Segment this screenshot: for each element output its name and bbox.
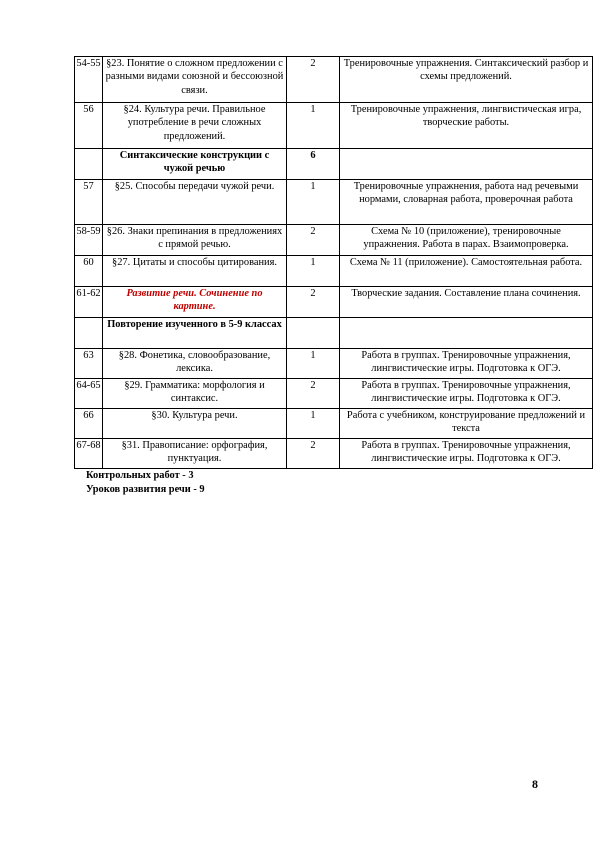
lesson-plan-table xyxy=(74,56,593,469)
activity-cell xyxy=(340,318,593,349)
lesson-number-cell xyxy=(75,149,103,180)
control-works-count: Контрольных работ - 3 xyxy=(86,470,194,481)
table-row xyxy=(75,409,593,439)
lesson-number-cell: 60 xyxy=(75,256,103,287)
hours-cell: 6 xyxy=(287,149,340,180)
activity-cell: Тренировочные упражнения, лингвистическая игра, творческие работы. xyxy=(340,103,593,149)
activity-cell: Тренировочные упражнения. Синтаксический разбор и схемы предложений. xyxy=(340,57,593,103)
table-row xyxy=(75,225,593,256)
section-header-row xyxy=(75,149,593,180)
lesson-topic-cell: §27. Цитаты и способы цитирования. xyxy=(103,256,287,287)
table-row xyxy=(75,256,593,287)
table-row xyxy=(75,287,593,318)
page-number: 8 xyxy=(532,777,538,791)
activity-cell: Работа с учебником, конструирование предложений и текста xyxy=(340,409,593,439)
table-row xyxy=(75,103,593,149)
table-row xyxy=(75,439,593,469)
lesson-number-cell: 56 xyxy=(75,103,103,149)
lesson-topic-cell: §29. Грамматика: морфология и синтаксис. xyxy=(103,379,287,409)
hours-cell: 1 xyxy=(287,409,340,439)
lesson-number-cell: 58-59 xyxy=(75,225,103,256)
table-row xyxy=(75,349,593,379)
activity-cell: Схема № 11 (приложение). Самостоятельная работа. xyxy=(340,256,593,287)
table-row xyxy=(75,57,593,103)
section-header-row xyxy=(75,318,593,349)
hours-cell: 1 xyxy=(287,349,340,379)
hours-cell xyxy=(287,318,340,349)
lesson-topic-cell: §28. Фонетика, словообразование, лексика. xyxy=(103,349,287,379)
activity-cell: Творческие задания. Составление плана сочинения. xyxy=(340,287,593,318)
lesson-topic-cell: §26. Знаки препинания в предложениях с прямой речью. xyxy=(103,225,287,256)
hours-cell: 2 xyxy=(287,287,340,318)
lesson-number-cell xyxy=(75,318,103,349)
lesson-number-cell: 54-55 xyxy=(75,57,103,103)
lesson-topic-cell: §31. Правописание: орфография, пунктуация. xyxy=(103,439,287,469)
lesson-number-cell: 63 xyxy=(75,349,103,379)
hours-cell: 1 xyxy=(287,180,340,225)
lesson-topic-cell: §24. Культура речи. Правильное употребление в речи сложных предложений. xyxy=(103,103,287,149)
table-row xyxy=(75,379,593,409)
hours-cell: 1 xyxy=(287,103,340,149)
lesson-number-cell: 66 xyxy=(75,409,103,439)
speech-lessons-count: Уроков развития речи - 9 xyxy=(86,484,205,495)
section-title-cell: Синтаксические конструкции с чужой речью xyxy=(103,149,287,180)
hours-cell: 2 xyxy=(287,439,340,469)
lesson-number-cell: 64-65 xyxy=(75,379,103,409)
hours-cell: 2 xyxy=(287,379,340,409)
lesson-number-cell: 61-62 xyxy=(75,287,103,318)
hours-cell: 1 xyxy=(287,256,340,287)
lesson-topic-cell: §30. Культура речи. xyxy=(103,409,287,439)
activity-cell: Тренировочные упражнения, работа над речевыми нормами, словарная работа, проверочная работа xyxy=(340,180,593,225)
hours-cell: 2 xyxy=(287,57,340,103)
summary-block xyxy=(86,469,205,497)
speech-development-topic-cell: Развитие речи. Сочинение по картине. xyxy=(103,287,287,318)
activity-cell: Работа в группах. Тренировочные упражнения, лингвистические игры. Подготовка к ОГЭ. xyxy=(340,349,593,379)
table-row xyxy=(75,180,593,225)
activity-cell: Работа в группах. Тренировочные упражнения, лингвистические игры. Подготовка к ОГЭ. xyxy=(340,379,593,409)
hours-cell: 2 xyxy=(287,225,340,256)
activity-cell: Работа в группах. Тренировочные упражнения, лингвистические игры. Подготовка к ОГЭ. xyxy=(340,439,593,469)
activity-cell xyxy=(340,149,593,180)
lesson-topic-cell: §25. Способы передачи чужой речи. xyxy=(103,180,287,225)
lesson-topic-cell: §23. Понятие о сложном предложении с разными видами союзной и бессоюзной связи. xyxy=(103,57,287,103)
activity-cell: Схема № 10 (приложение), тренировочные упражнения. Работа в парах. Взаимопроверка. xyxy=(340,225,593,256)
lesson-number-cell: 67-68 xyxy=(75,439,103,469)
section-title-cell: Повторение изученного в 5-9 классах xyxy=(103,318,287,349)
lesson-number-cell: 57 xyxy=(75,180,103,225)
